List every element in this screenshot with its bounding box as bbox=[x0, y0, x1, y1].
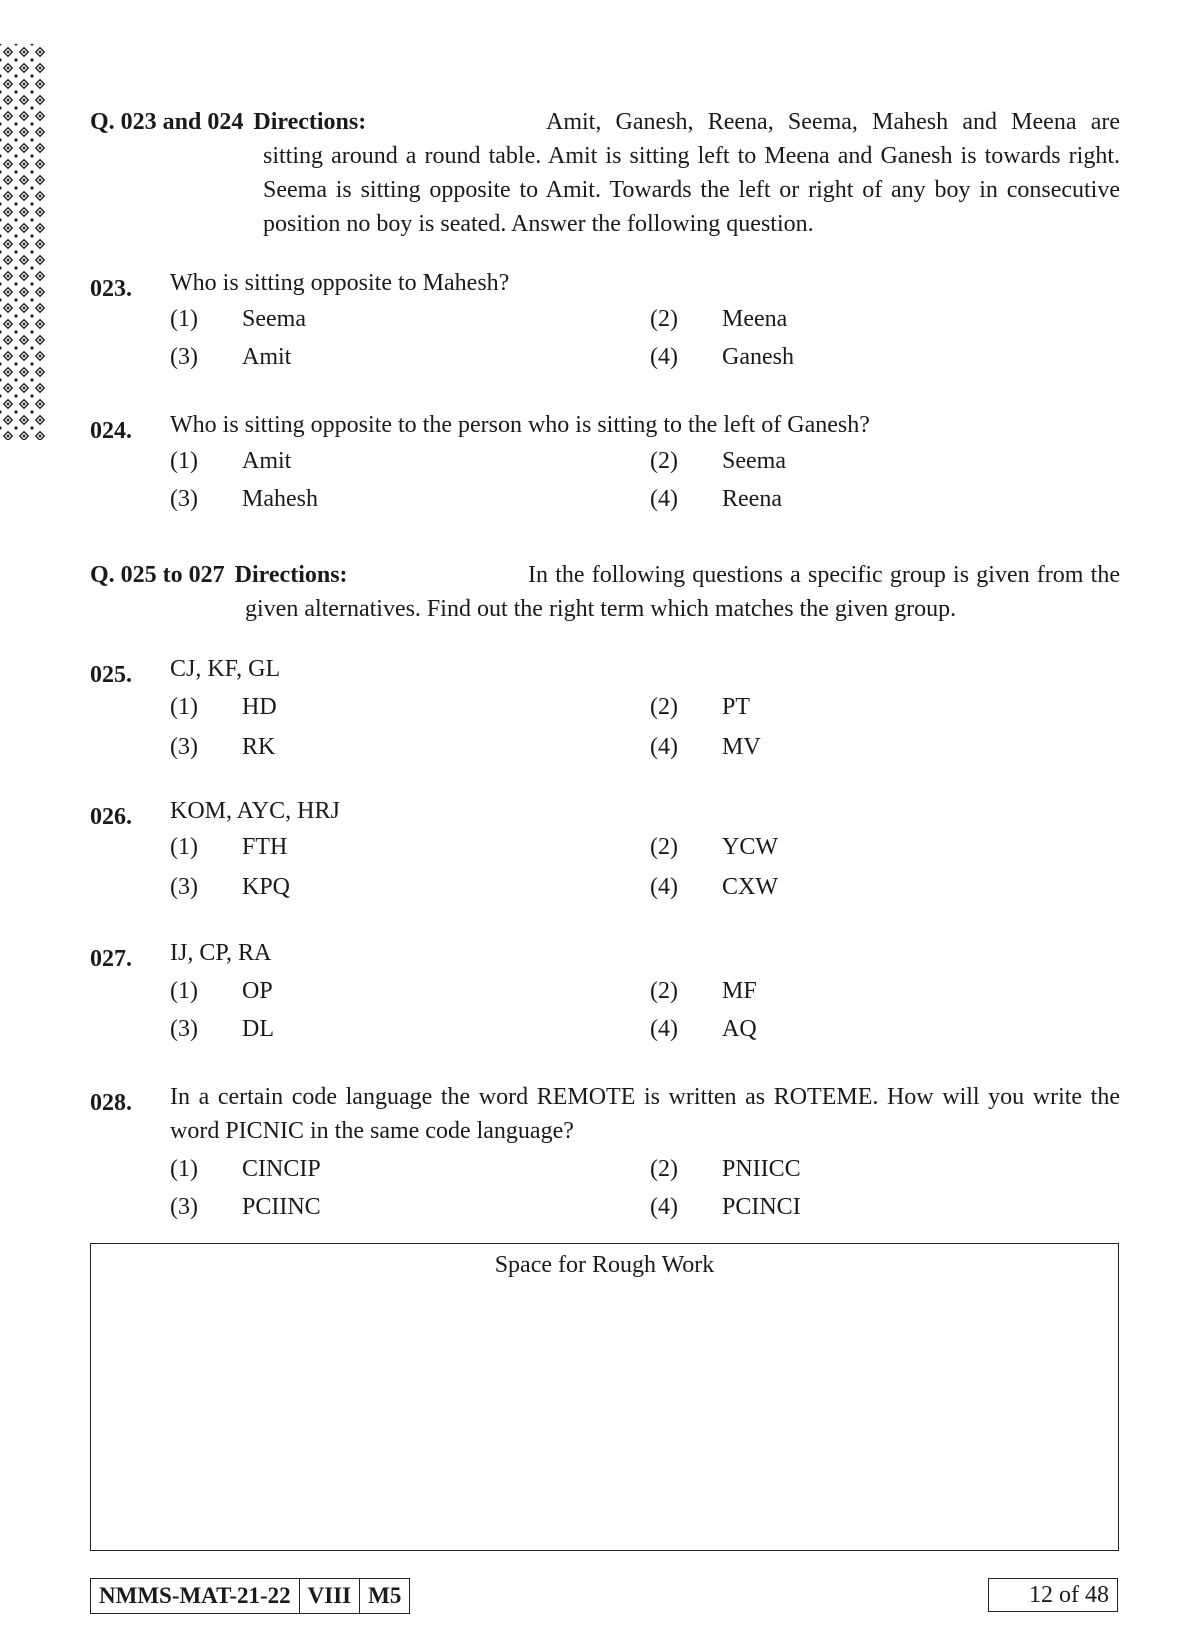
option-1[interactable]: (1) Seema bbox=[170, 306, 306, 332]
question-text: Who is sitting opposite to the person who is sitting to the left of Ganesh? bbox=[170, 412, 870, 438]
directions-block-1 bbox=[90, 105, 1120, 241]
option-4[interactable]: (4) MV bbox=[650, 734, 761, 760]
option-2[interactable]: (2) Meena bbox=[650, 306, 788, 332]
option-1[interactable]: (1) HD bbox=[170, 694, 277, 720]
class-code: VIII bbox=[300, 1579, 360, 1613]
option-2[interactable]: (2) PT bbox=[650, 694, 751, 720]
side-ornament-pattern bbox=[0, 44, 50, 440]
question-number: 026. bbox=[90, 804, 132, 830]
option-3[interactable]: (3) DL bbox=[170, 1016, 274, 1042]
question-text: CJ, KF, GL bbox=[170, 656, 281, 682]
option-2[interactable]: (2) YCW bbox=[650, 834, 778, 860]
rough-work-box bbox=[90, 1243, 1119, 1551]
option-4[interactable]: (4) PCINCI bbox=[650, 1194, 801, 1220]
directions-label: Directions: bbox=[253, 109, 367, 135]
option-3[interactable]: (3) Amit bbox=[170, 344, 292, 370]
question-number: 028. bbox=[90, 1090, 132, 1116]
directions-text: In the following questions a specific group is given from the given alternatives. Find out the right term which matches the given group. bbox=[245, 562, 1120, 622]
question-025 bbox=[90, 652, 1120, 772]
question-text: KOM, AYC, HRJ bbox=[170, 798, 340, 824]
option-3[interactable]: (3) KPQ bbox=[170, 874, 291, 900]
question-027 bbox=[90, 936, 1120, 1056]
set-code: M5 bbox=[368, 1583, 402, 1608]
directions-label: Directions: bbox=[234, 562, 348, 588]
option-4[interactable]: (4) AQ bbox=[650, 1016, 757, 1042]
question-number: 023. bbox=[90, 276, 132, 302]
question-026 bbox=[90, 794, 1120, 914]
question-text: IJ, CP, RA bbox=[170, 940, 272, 966]
directions-heading bbox=[90, 558, 348, 592]
option-1[interactable]: (1) CINCIP bbox=[170, 1156, 321, 1182]
page-number: 12 of 48 bbox=[988, 1578, 1118, 1612]
question-number: 025. bbox=[90, 662, 132, 688]
option-3[interactable]: (3) RK bbox=[170, 734, 276, 760]
question-024 bbox=[90, 408, 1120, 528]
question-number: 027. bbox=[90, 946, 132, 972]
option-4[interactable]: (4) Ganesh bbox=[650, 344, 794, 370]
option-2[interactable]: (2) Seema bbox=[650, 448, 786, 474]
directions-text: Amit, Ganesh, Reena, Seema, Mahesh and Meena are sitting around a round table. Amit is sitting left to Meena and Ganesh is towards right. Seema is sitting opposite to Amit. Towards the left or right of any boy in consecutive position no boy is seated. Answer the following question. bbox=[263, 109, 1120, 237]
option-1[interactable]: (1) Amit bbox=[170, 448, 292, 474]
question-023 bbox=[90, 266, 1120, 386]
option-1[interactable]: (1) OP bbox=[170, 978, 273, 1004]
directions-block-2 bbox=[90, 558, 1120, 626]
question-text: Who is sitting opposite to Mahesh? bbox=[170, 270, 510, 296]
option-1[interactable]: (1) FTH bbox=[170, 834, 288, 860]
option-4[interactable]: (4) CXW bbox=[650, 874, 778, 900]
paper-code-box bbox=[90, 1578, 410, 1614]
option-2[interactable]: (2) MF bbox=[650, 978, 757, 1004]
option-3[interactable]: (3) Mahesh bbox=[170, 486, 318, 512]
question-028 bbox=[90, 1080, 1120, 1230]
option-2[interactable]: (2) PNIICC bbox=[650, 1156, 801, 1182]
question-text: In a certain code language the word REMOTE is written as ROTEME. How will you write the word PICNIC in the same code language? bbox=[170, 1084, 1120, 1144]
rough-work-title: Space for Rough Work bbox=[494, 1252, 715, 1278]
directions-question-range: Q. 025 to 027 bbox=[90, 562, 225, 588]
question-number: 024. bbox=[90, 418, 132, 444]
directions-heading bbox=[90, 105, 366, 139]
directions-question-range: Q. 023 and 024 bbox=[90, 109, 244, 135]
option-4[interactable]: (4) Reena bbox=[650, 486, 782, 512]
paper-code: NMMS-MAT-21-22 bbox=[91, 1579, 300, 1613]
option-3[interactable]: (3) PCIINC bbox=[170, 1194, 321, 1220]
